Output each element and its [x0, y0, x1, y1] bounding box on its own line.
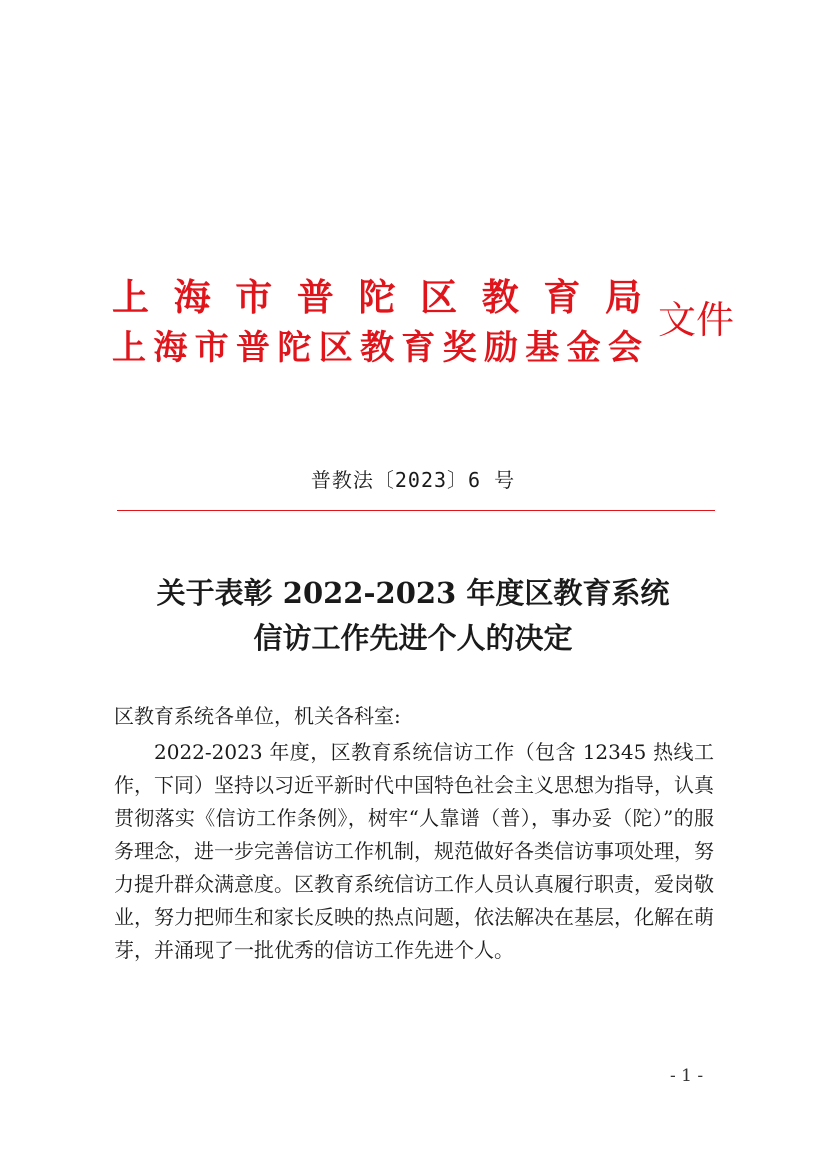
issuer-char: 基 [525, 328, 560, 368]
issuer-char: 金 [566, 328, 601, 368]
issuer-char: 教 [359, 328, 394, 368]
issuer-char: 陀 [358, 275, 396, 319]
issuer-char: 市 [194, 328, 229, 368]
issuer-char: 励 [483, 328, 518, 368]
body-paragraph: 2022-2023 年度，区教育系统信访工作（包含 12345 热线工作，下同）坚持以习近平新时代中国特色社会主义思想为指导，认真贯彻落实《信访工作条例》，树牢“人靠谱（普），事办妥（陀）”的服务理念，进一步完善信访工作机制，规范做好各类信访事项处理，努力提升群众满意度。区教育系统信访工作人员认真履行职责，爱岗敬业，努力把师生和家长反映的热点问题，依法解决在基层，化解在萌芽，并涌现了一批优秀的信访工作先进个人。 [114, 740, 714, 962]
issuer-char: 育 [401, 328, 436, 368]
issuer-char: 普 [296, 275, 334, 319]
red-divider-line [117, 510, 715, 511]
issuer-char: 上 [112, 328, 146, 368]
issuer-char: 上 [112, 275, 149, 319]
issuer-char: 区 [420, 275, 458, 319]
issuer-char: 市 [235, 275, 273, 319]
document-title-line-2: 信访工作先进个人的决定 [253, 621, 573, 655]
issuer-char: 会 [607, 328, 642, 368]
issuer-char: 海 [173, 275, 211, 319]
issuer-line-education-bureau [112, 276, 642, 318]
issuer-char: 育 [543, 275, 581, 319]
issuer-char: 教 [481, 275, 519, 319]
issuer-char: 区 [318, 328, 353, 368]
page-number: - 1 - [670, 1066, 704, 1086]
issuer-document-suffix: 文件 [658, 298, 735, 342]
issuer-char: 奖 [442, 328, 477, 368]
issuer-char: 普 [235, 328, 270, 368]
issuer-char: 海 [153, 328, 188, 368]
salutation: 区教育系统各单位，机关各科室: [114, 704, 401, 728]
document-title-line-1: 关于表彰 2022-2023 年度区教育系统 [156, 576, 670, 610]
issuer-char: 陀 [277, 328, 312, 368]
issuer-line-education-foundation [112, 327, 642, 369]
issuer-char: 局 [605, 275, 642, 319]
document-number: 普教法〔2023〕6 号 [310, 468, 516, 492]
